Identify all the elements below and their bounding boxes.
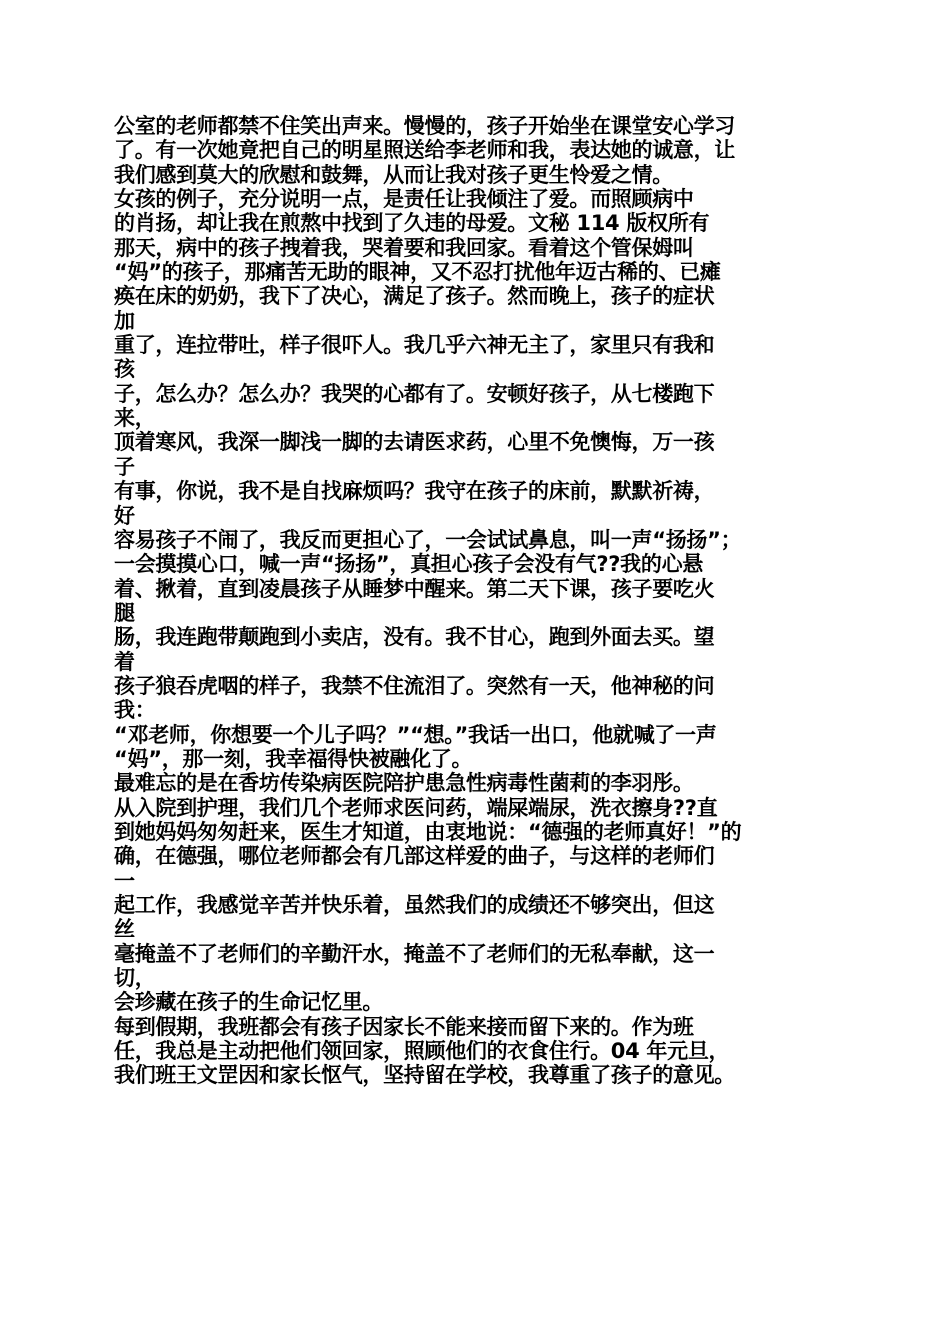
text-line: 着 (114, 649, 135, 674)
text-line: 任，我总是主动把他们领回家，照顾他们的衣食住行。04 年元旦， (114, 1039, 730, 1064)
text-line: 切， (114, 966, 156, 991)
text-line: 腿 (114, 600, 135, 625)
text-line: 好 (114, 503, 135, 528)
text-line: 痪在床的奶奶，我下了决心，满足了孩子。然而晚上，孩子的症状 (114, 284, 715, 309)
text-line: 来， (114, 406, 156, 431)
text-line: 从入院到护理，我们几个老师求医问药，端屎端尿，洗衣擦身??直 (114, 795, 718, 820)
text-line: 女孩的例子，充分说明一点，是责任让我倾注了爱。而照顾病中 (114, 187, 694, 212)
text-line: 毫掩盖不了老师们的辛勤汗水，掩盖不了老师们的无私奉献，这一 (114, 941, 715, 966)
text-line: “妈”的孩子，那痛苦无助的眼神，又不忍打扰他年迈古稀的、已瘫 (114, 260, 721, 285)
text-line: 公室的老师都禁不住笑出声来。慢慢的，孩子开始坐在课堂安心学习 (114, 114, 735, 138)
text-line: 我们感到莫大的欣慰和鼓舞，从而让我对孩子更生怜爱之情。 (114, 162, 673, 187)
text-line: 肠，我连跑带颠跑到小卖店，没有。我不甘心，跑到外面去买。望 (114, 625, 715, 650)
text-line: 到她妈妈匆匆赶来，医生才知道，由衷地说：“德强的老师真好！”的 (114, 819, 742, 844)
text-line: 每到假期，我班都会有孩子因家长不能来接而留下来的。作为班 (114, 1014, 694, 1039)
text-line: 孩子狼吞虎咽的样子，我禁不住流泪了。突然有一天，他神秘的问 (114, 673, 715, 698)
text-line: “妈”，那一刻，我幸福得快被融化了。 (114, 746, 473, 771)
text-line: 子，怎么办？怎么办？我哭的心都有了。安顿好孩子，从七楼跑下 (114, 381, 715, 406)
text-line: 一 (114, 868, 135, 893)
text-line: 着、揪着，直到凌晨孩子从睡梦中醒来。第二天下课，孩子要吃火 (114, 576, 715, 601)
text-line: 确，在德强，哪位老师都会有几部这样爱的曲子，与这样的老师们 (114, 844, 715, 869)
text-line: 一会摸摸心口，喊一声“扬扬”，真担心孩子会没有气??我的心悬 (114, 552, 703, 577)
text-line: 顶着寒风，我深一脚浅一脚的去请医求药，心里不免懊悔，万一孩 (114, 430, 715, 455)
text-line: “邓老师，你想要一个儿子吗？”“想。”我话一出口，他就喊了一声 (114, 722, 717, 747)
text-line: 了。有一次她竟把自己的明星照送给李老师和我，表达她的诚意，让 (114, 138, 735, 163)
text-line: 起工作，我感觉辛苦并快乐着，虽然我们的成绩还不够突出，但这 (114, 893, 715, 917)
text-line: 会珍藏在孩子的生命记忆里。 (114, 990, 384, 1015)
text-line: 有事，你说，我不是自找麻烦吗？我守在孩子的床前，默默祈祷， (114, 479, 715, 504)
text-line: 的肖扬，却让我在煎熬中找到了久违的母爱。文秘 114 版权所有 (114, 211, 710, 236)
text-line: 丝 (114, 917, 135, 942)
text-line: 最难忘的是在香坊传染病医院陪护患急性病毒性菌莉的李羽彤。 (114, 771, 694, 796)
text-line: 容易孩子不闹了，我反而更担心了，一会试试鼻息，叫一声“扬扬”； (114, 527, 742, 552)
text-line: 加 (114, 308, 135, 333)
text-line: 重了，连拉带吐，样子很吓人。我几乎六神无主了，家里只有我和 (114, 333, 715, 358)
body-text (114, 114, 844, 1088)
text-line: 孩 (114, 357, 135, 382)
text-line: 那天，病中的孩子拽着我，哭着要和我回家。看着这个管保姆叫 (114, 235, 694, 260)
text-line: 我们班王文罡因和家长怄气，坚持留在学校，我尊重了孩子的意见。 (114, 1063, 735, 1088)
text-line: 我： (114, 698, 156, 723)
text-line: 子 (114, 454, 135, 479)
